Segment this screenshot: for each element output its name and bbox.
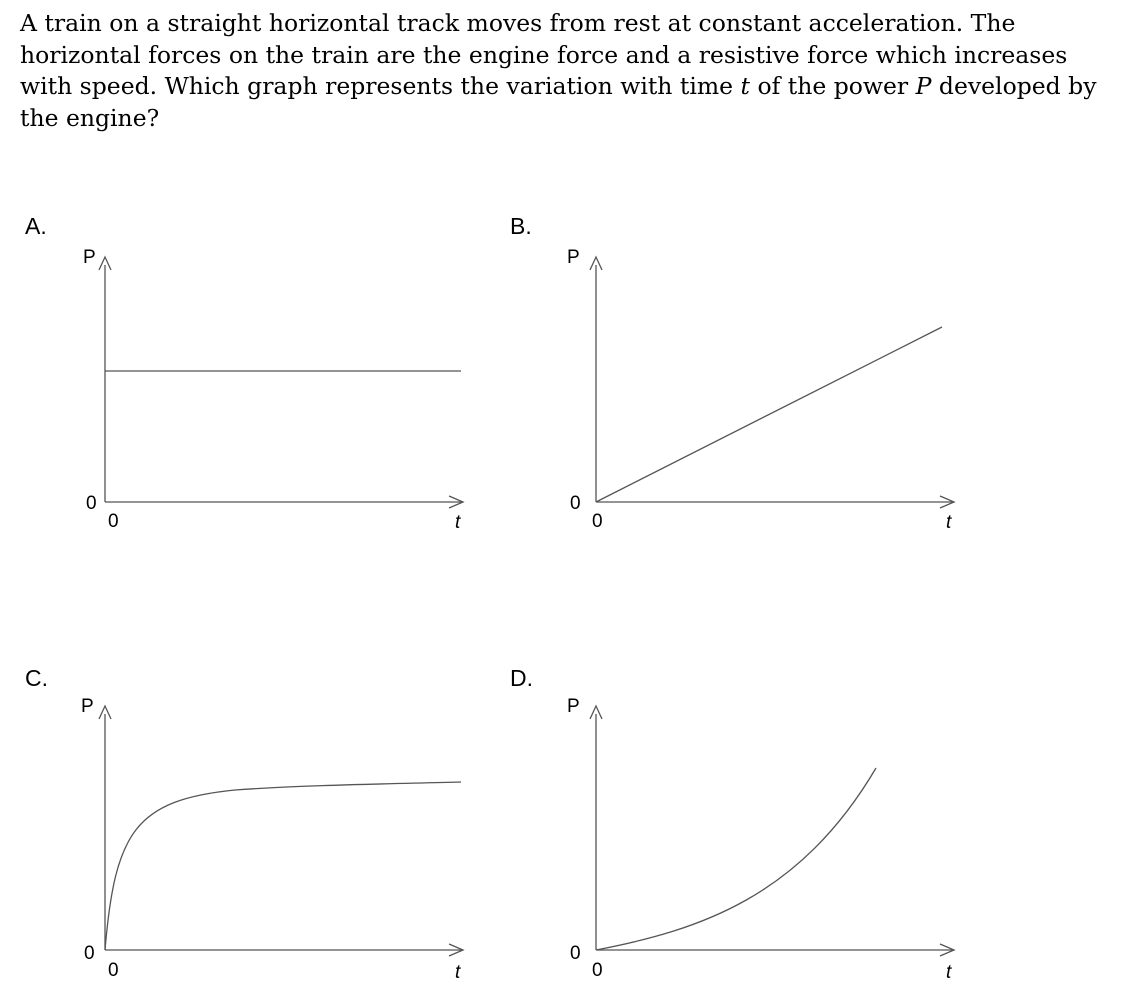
- question-part-2: of the power: [749, 72, 916, 100]
- origin-label-horizontal: 0: [108, 511, 119, 532]
- option-label-b: B.: [510, 213, 532, 239]
- option-label-c: C.: [25, 665, 48, 691]
- origin-label-horizontal: 0: [592, 511, 603, 532]
- graph-option-d: [510, 662, 1030, 992]
- graph-d-svg: [510, 662, 1030, 992]
- origin-label-vertical: 0: [570, 493, 581, 514]
- origin-label-horizontal: 0: [108, 960, 119, 981]
- origin-label-vertical: 0: [84, 943, 95, 964]
- graph-option-c: [25, 662, 545, 992]
- graph-option-b: [510, 210, 1030, 540]
- y-axis-label-P: P: [567, 247, 580, 268]
- graph-b-svg: [510, 210, 1030, 540]
- y-axis-label-P: P: [83, 247, 96, 268]
- question-var-P: P: [915, 72, 932, 100]
- x-axis-label-t: t: [455, 962, 461, 983]
- origin-label-vertical: 0: [570, 943, 581, 964]
- x-axis-label-t: t: [946, 512, 952, 533]
- question-part-1: A train on a straight horizontal track moves from rest at constant acceleration. The horizontal forces on the train are the engine force and a resistive force which increases with speed. Which graph represents the variation with time: [20, 9, 1068, 100]
- graph-c-svg: [25, 662, 545, 992]
- graph-option-a: [25, 210, 545, 540]
- power-curve-linear: [596, 327, 942, 502]
- option-label-a: A.: [25, 213, 47, 239]
- question-part-3: developed by the engine?: [20, 72, 1097, 132]
- origin-label-vertical: 0: [86, 493, 97, 514]
- y-axis-label-P: P: [81, 696, 94, 717]
- option-label-d: D.: [510, 665, 533, 691]
- origin-label-horizontal: 0: [592, 960, 603, 981]
- question-var-t: t: [740, 72, 750, 100]
- y-axis-label-P: P: [567, 696, 580, 717]
- power-curve-saturating: [105, 782, 461, 950]
- question-text: [20, 8, 1110, 134]
- x-axis-label-t: t: [946, 962, 952, 983]
- power-curve-convex: [596, 768, 876, 950]
- x-axis-label-t: t: [455, 512, 461, 533]
- graph-a-svg: [25, 210, 545, 540]
